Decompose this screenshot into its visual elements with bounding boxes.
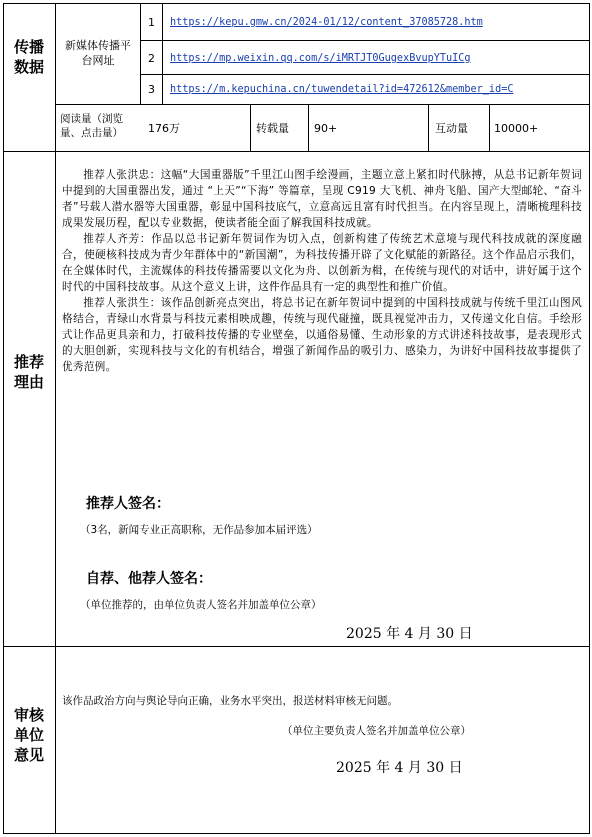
stats-divider-1	[250, 104, 251, 151]
link-1[interactable]: https://kepu.gmw.cn/2024-01/12/content_37085728.htm	[170, 17, 483, 28]
review-opinion: 该作品政治方向与舆论导向正确，业务水平突出，报送材料审核无问题。	[62, 695, 398, 707]
reposts-label: 转载量	[256, 122, 289, 135]
reposts-value: 90+	[314, 122, 338, 135]
platform-label: 新媒体传播平台网址	[65, 39, 131, 67]
review-sign-note: （单位主要负责人签名并加盖单位公章）	[282, 725, 471, 737]
label-column-divider	[55, 3, 56, 834]
interactions-label: 互动量	[435, 122, 468, 135]
section-divider-1	[3, 151, 590, 152]
section-header-reasons: 推荐理由	[14, 353, 45, 391]
reads-label: 阅读量（浏览量、点击量）	[60, 113, 123, 139]
section-divider-2	[3, 646, 590, 647]
self-signature-label: 自荐、他荐人签名：	[86, 571, 212, 587]
stats-divider-4	[489, 104, 490, 151]
section-header-dissemination: 传播数据	[14, 38, 45, 76]
reason-paragraph-3: 推荐人张洪生：该作品创新亮点突出，将总书记在新年贺词中提到的中国科技成就与传统千里江山图风格结合，青绿山水背景与科技元素相映成趣，传统与现代碰撞，既具视觉冲击力，又传递文化自信。手绘形式让作品更具亲和力，打破科技传播的专业壁垒，以通俗易懂、生动形象的方式讲述科技故事，是表现形式的大胆创新，实现科技与文化的有机结合，增强了新闻作品的吸引力、感染力，为讲好中国科技故事提供了优秀范例。	[62, 297, 582, 373]
reasons-body	[62, 167, 582, 375]
link-row-divider-1	[140, 40, 590, 41]
link-index-3: 3	[148, 83, 155, 96]
link-index-1: 1	[148, 16, 155, 29]
table-border-bottom	[3, 833, 590, 834]
link-row-divider-2	[140, 74, 590, 75]
review-date: 2025 年 4 月 30 日	[336, 760, 463, 776]
link-2[interactable]: https://mp.weixin.qq.com/s/iMRTJT0GugexBvupYTuICg	[170, 53, 471, 64]
reason-paragraph-1: 推荐人张洪忠：这幅“大国重器版”千里江山图手绘漫画，主题立意上紧扣时代脉搏，从总书记新年贺词中提到的大国重器出发，通过 “上天”“下海” 等篇章，呈现 C919 大飞机、神舟飞船、国产大型邮轮、“奋斗者”号载人潜水器等大国重器，彰显中国科技底气，立意高远且富有时代担当。在内容呈现上，清晰梳理科技成果发展历程，配以专业数据，使读者能全面了解我国科技成就。	[62, 169, 582, 229]
recommender-note: （3名，新闻专业正高职称，无作品参加本届评选）	[80, 524, 318, 536]
reasons-date: 2025 年 4 月 30 日	[346, 626, 473, 642]
reads-value: 176万	[148, 122, 180, 135]
self-note: （单位推荐的，由单位负责人签名并加盖单位公章）	[80, 599, 322, 611]
section-header-review: 审核单位意见	[14, 706, 45, 764]
interactions-value: 10000+	[494, 122, 539, 135]
recommender-signature-label: 推荐人签名：	[86, 496, 170, 512]
index-divider	[162, 3, 163, 104]
stats-row-top	[55, 104, 590, 105]
table-border-left	[3, 3, 4, 834]
table-border-right	[589, 3, 590, 834]
reason-paragraph-2: 推荐人齐芳：作品以总书记新年贺词作为切入点，创新构建了传统艺术意境与现代科技成就的深度融合，使硬核科技成为青少年群体中的“新国潮”，为科技传播开辟了文化赋能的新路径。这个作品启示我们，在全媒体时代，主流媒体的科技传播需要以文化为舟、以创新为楫，在传统与现代的对话中，讲好属于这个时代的中国科技故事。从这个意义上讲，这件作品具有一定的典型性和推广价值。	[62, 233, 582, 293]
stats-divider-3	[428, 104, 429, 151]
link-3[interactable]: https://m.kepuchina.cn/tuwendetail?id=472612&member_id=C	[170, 84, 514, 95]
stats-divider-2	[308, 104, 309, 151]
table-border-top	[3, 3, 590, 4]
link-index-2: 2	[148, 52, 155, 65]
